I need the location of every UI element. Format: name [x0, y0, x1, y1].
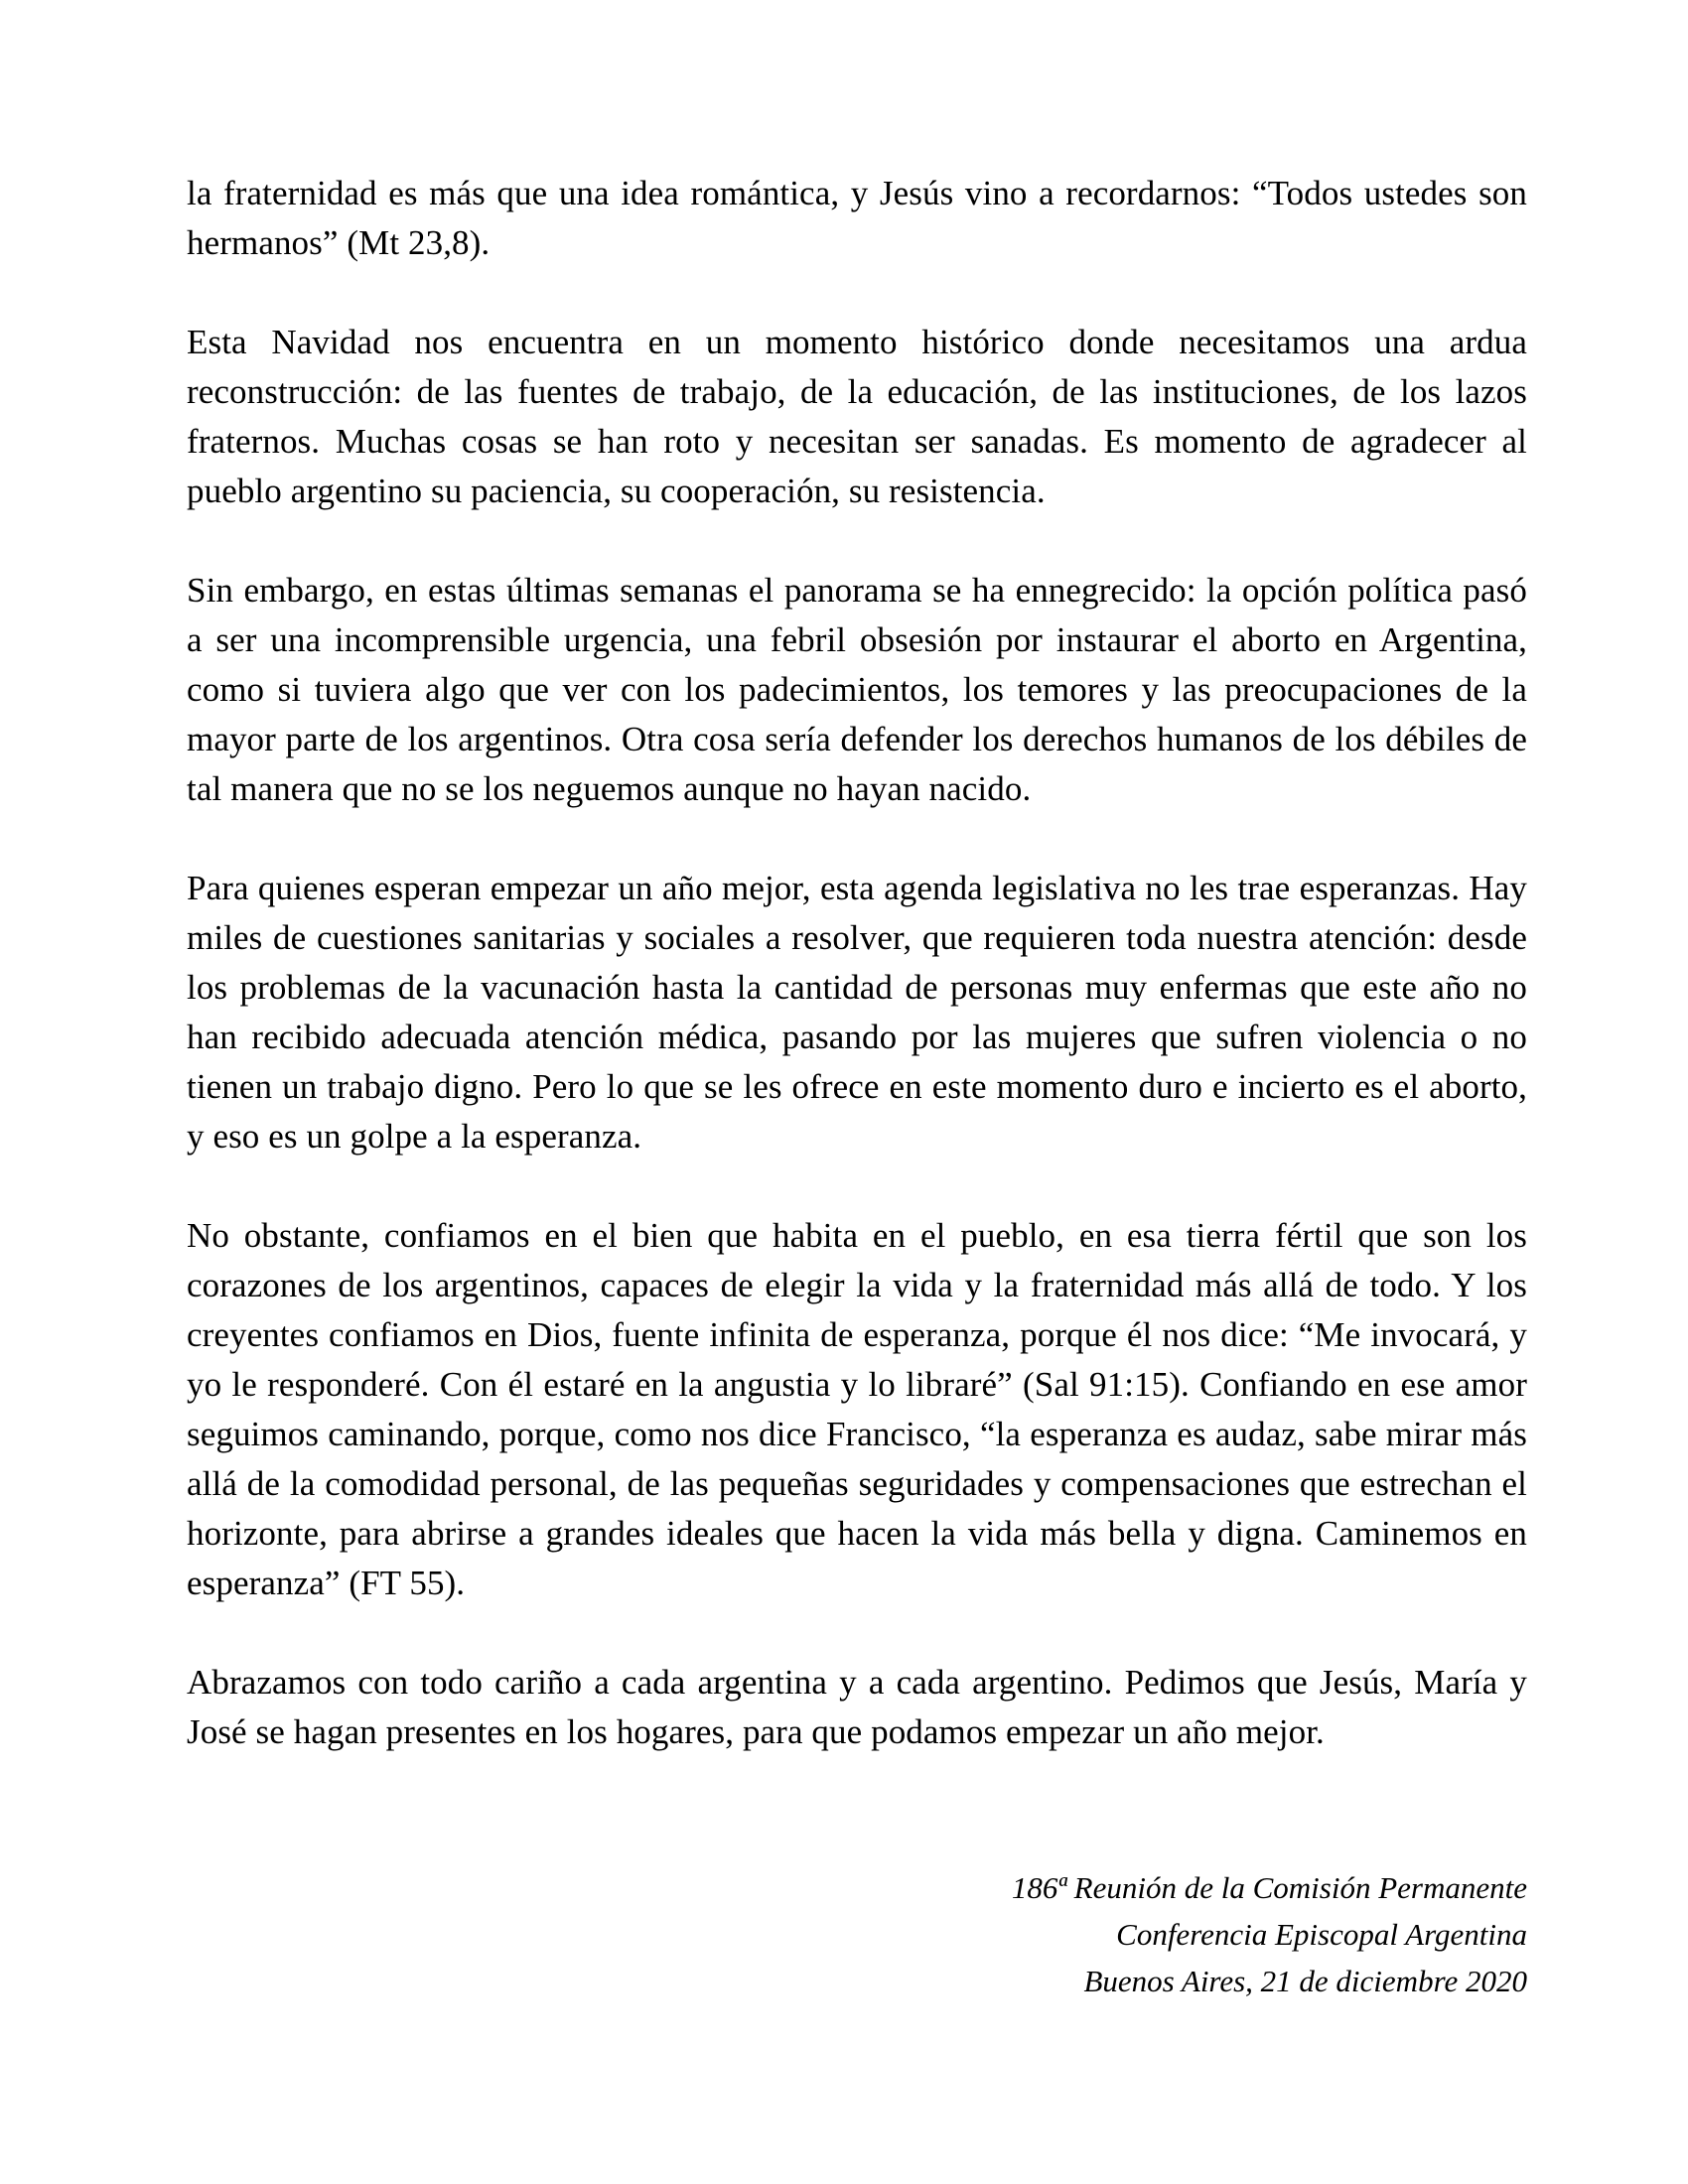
signature-line-place-date: Buenos Aires, 21 de diciembre 2020: [1083, 1964, 1527, 1998]
body-paragraph-6: Abrazamos con todo cariño a cada argentina y a cada argentino. Pedimos que Jesús, María y José se hagan presentes en los hogares, para que podamos empezar un año mejor.: [187, 1663, 1527, 1751]
body-paragraph-4: Para quienes esperan empezar un año mejor, esta agenda legislativa no les trae esperanzas. Hay miles de cuestiones sanitarias y sociales a resolver, que requieren toda nuestra atención: desde los problemas de la vacunación hasta la cantidad de personas muy enfermas que este año no han recibido adecuada atención médica, pasando por las mujeres que sufren violencia o no tienen un trabajo digno. Pero lo que se les ofrece en este momento duro e incierto es el aborto, y eso es un golpe a la esperanza.: [187, 869, 1527, 1156]
body-paragraph-3: Sin embargo, en estas últimas semanas el panorama se ha ennegrecido: la opción política pasó a ser una incomprensible urgencia, una febril obsesión por instaurar el aborto en Argentina, como si tuviera algo que ver con los padecimientos, los temores y las preocupaciones de la mayor parte de los argentinos. Otra cosa sería defender los derechos humanos de los débiles de tal manera que no se los neguemos aunque no hayan nacido.: [187, 571, 1527, 808]
signature-line-meeting: 186ª Reunión de la Comisión Permanente: [1011, 1870, 1527, 1905]
signature-line-organization: Conferencia Episcopal Argentina: [1116, 1917, 1527, 1952]
body-paragraph-5: No obstante, confiamos en el bien que habita en el pueblo, en esa tierra fértil que son los corazones de los argentinos, capaces de elegir la vida y la fraternidad más allá de todo. Y los creyentes confiamos en Dios, fuente infinita de esperanza, porque él nos dice: “Me invocará, y yo le responderé. Con él estaré en la angustia y lo libraré” (Sal 91:15). Confiando en ese amor seguimos caminando, porque, como nos dice Francisco, “la esperanza es audaz, sabe mirar más allá de la comodidad personal, de las pequeñas seguridades y compensaciones que estrechan el horizonte, para abrirse a grandes ideales que hacen la vida más bella y digna. Caminemos en esperanza” (FT 55).: [187, 1216, 1527, 1602]
body-paragraph-2: Esta Navidad nos encuentra en un momento histórico donde necesitamos una ardua reconstrucción: de las fuentes de trabajo, de la educación, de las instituciones, de los lazos fraternos. Muchas cosas se han roto y necesitan ser sanadas. Es momento de agradecer al pueblo argentino su paciencia, su cooperación, su resistencia.: [187, 323, 1527, 510]
document-body: [187, 169, 1527, 1757]
body-paragraph-1: la fraternidad es más que una idea romántica, y Jesús vino a recordarnos: “Todos ustedes son hermanos” (Mt 23,8).: [187, 174, 1527, 262]
signature-block: [187, 1864, 1527, 2004]
